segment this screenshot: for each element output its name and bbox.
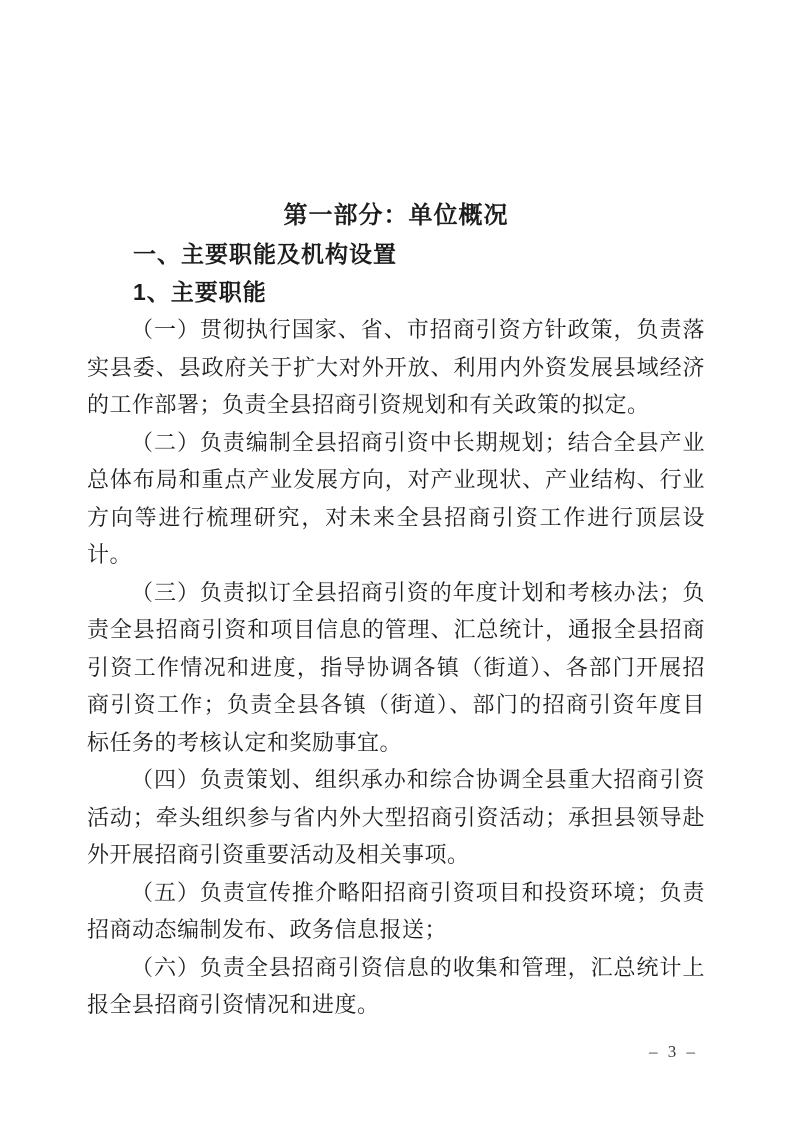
paragraph-2: （二）负责编制全县招商引资中长期规划；结合全县产业总体布局和重点产业发展方向，对产业现状、产业结构、行业方向等进行梳理研究，对未来全县招商引资工作进行顶层设计。 <box>87 429 705 567</box>
paragraph-6: （六）负责全县招商引资信息的收集和管理，汇总统计上报全县招商引资情况和进度。 <box>87 954 705 1017</box>
document-content <box>87 197 705 1024</box>
section-heading: 一、主要职能及机构设置 <box>133 241 397 267</box>
paragraph-1: （一）贯彻执行国家、省、市招商引资方针政策，负责落实县委、县政府关于扩大对外开放、利用内外资发展县域经济的工作部署；负责全县招商引资规划和有关政策的拟定。 <box>87 317 705 417</box>
page-number: – 3 – <box>649 1042 698 1061</box>
sub-heading: 1、主要职能 <box>133 279 267 305</box>
paragraph-4: （四）负责策划、组织承办和综合协调全县重大招商引资活动；牵头组织参与省内外大型招商引资活动；承担县领导赴外开展招商引资重要活动及相关事项。 <box>87 767 705 867</box>
paragraph-3: （三）负责拟订全县招商引资的年度计划和考核办法；负责全县招商引资和项目信息的管理、汇总统计，通报全县招商引资工作情况和进度，指导协调各镇（街道）、各部门开展招商引资工作；负责全县各镇（街道）、部门的招商引资年度目标任务的考核认定和奖励事宜。 <box>87 579 705 755</box>
paragraph-5: （五）负责宣传推介略阳招商引资项目和投资环境；负责招商动态编制发布、政务信息报送； <box>87 879 705 942</box>
document-title: 第一部分：单位概况 <box>283 203 509 229</box>
